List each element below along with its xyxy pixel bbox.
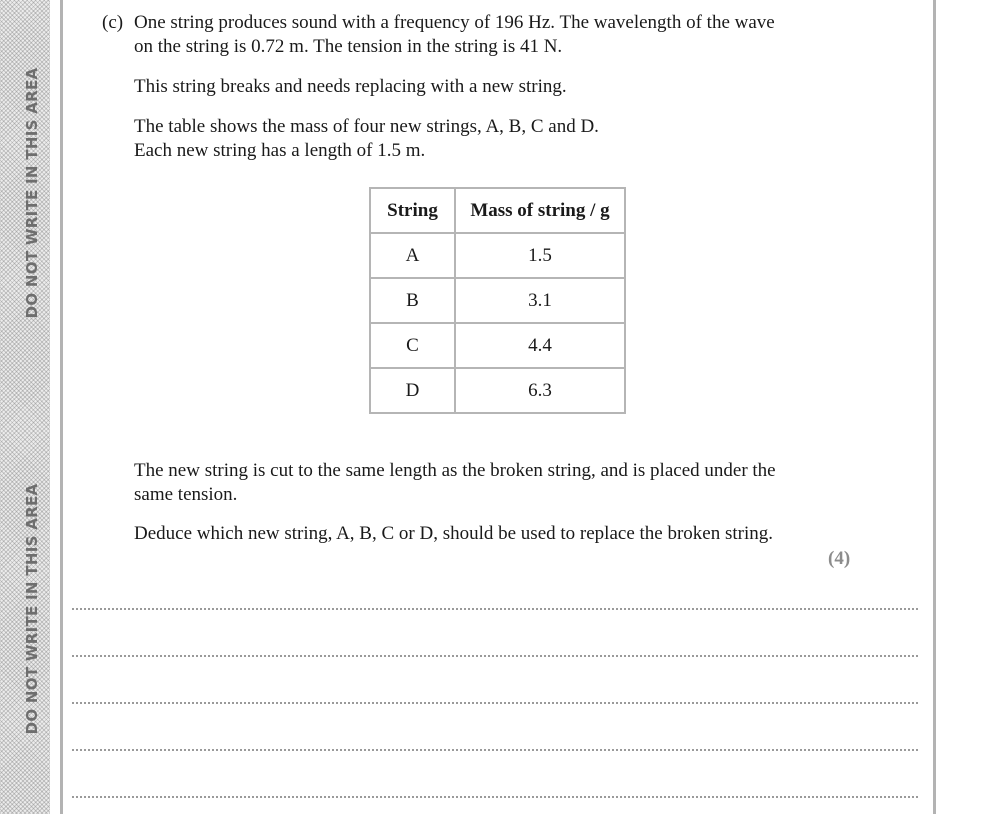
marks-available: (4) [828, 548, 851, 569]
answer-line[interactable] [72, 796, 918, 798]
question-part-label: (c) [102, 12, 124, 33]
string-mass-cell: 1.5 [455, 233, 625, 278]
task-instruction: Deduce which new string, A, B, C or D, should be used to replace the broken string. [134, 523, 774, 544]
after-table-line-2: same tension. [134, 484, 238, 505]
margin-warning-bottom: DO NOT WRITE IN THIS AREA [23, 483, 41, 735]
table-intro-line-2: Each new string has a length of 1.5 m. [134, 140, 426, 161]
answer-line[interactable] [72, 655, 918, 657]
margin-border-line [60, 0, 63, 814]
string-name-cell: A [370, 233, 455, 278]
right-border-line [933, 0, 936, 814]
string-name-cell: C [370, 323, 455, 368]
table-row [370, 278, 625, 323]
answer-line[interactable] [72, 702, 918, 704]
answer-line[interactable] [72, 749, 918, 751]
margin-warning-top: DO NOT WRITE IN THIS AREA [23, 67, 41, 319]
string-name-cell: D [370, 368, 455, 413]
intro-line-2: on the string is 0.72 m. The tension in the string is 41 N. [134, 36, 563, 57]
string-breaks-text: This string breaks and needs replacing with a new string. [134, 76, 567, 97]
string-name-cell: B [370, 278, 455, 323]
string-mass-cell: 6.3 [455, 368, 625, 413]
header-string: String [370, 188, 455, 233]
after-table-line-1: The new string is cut to the same length as the broken string, and is placed under the [134, 460, 776, 481]
answer-line[interactable] [72, 608, 918, 610]
string-mass-table [369, 187, 626, 414]
table-row [370, 368, 625, 413]
table-header-row [370, 188, 625, 233]
table-row [370, 323, 625, 368]
table-intro-line-1: The table shows the mass of four new strings, A, B, C and D. [134, 116, 599, 137]
intro-line-1: One string produces sound with a frequency of 196 Hz. The wavelength of the wave [134, 12, 775, 33]
string-mass-cell: 3.1 [455, 278, 625, 323]
header-mass: Mass of string / g [455, 188, 625, 233]
table-row [370, 233, 625, 278]
string-mass-cell: 4.4 [455, 323, 625, 368]
